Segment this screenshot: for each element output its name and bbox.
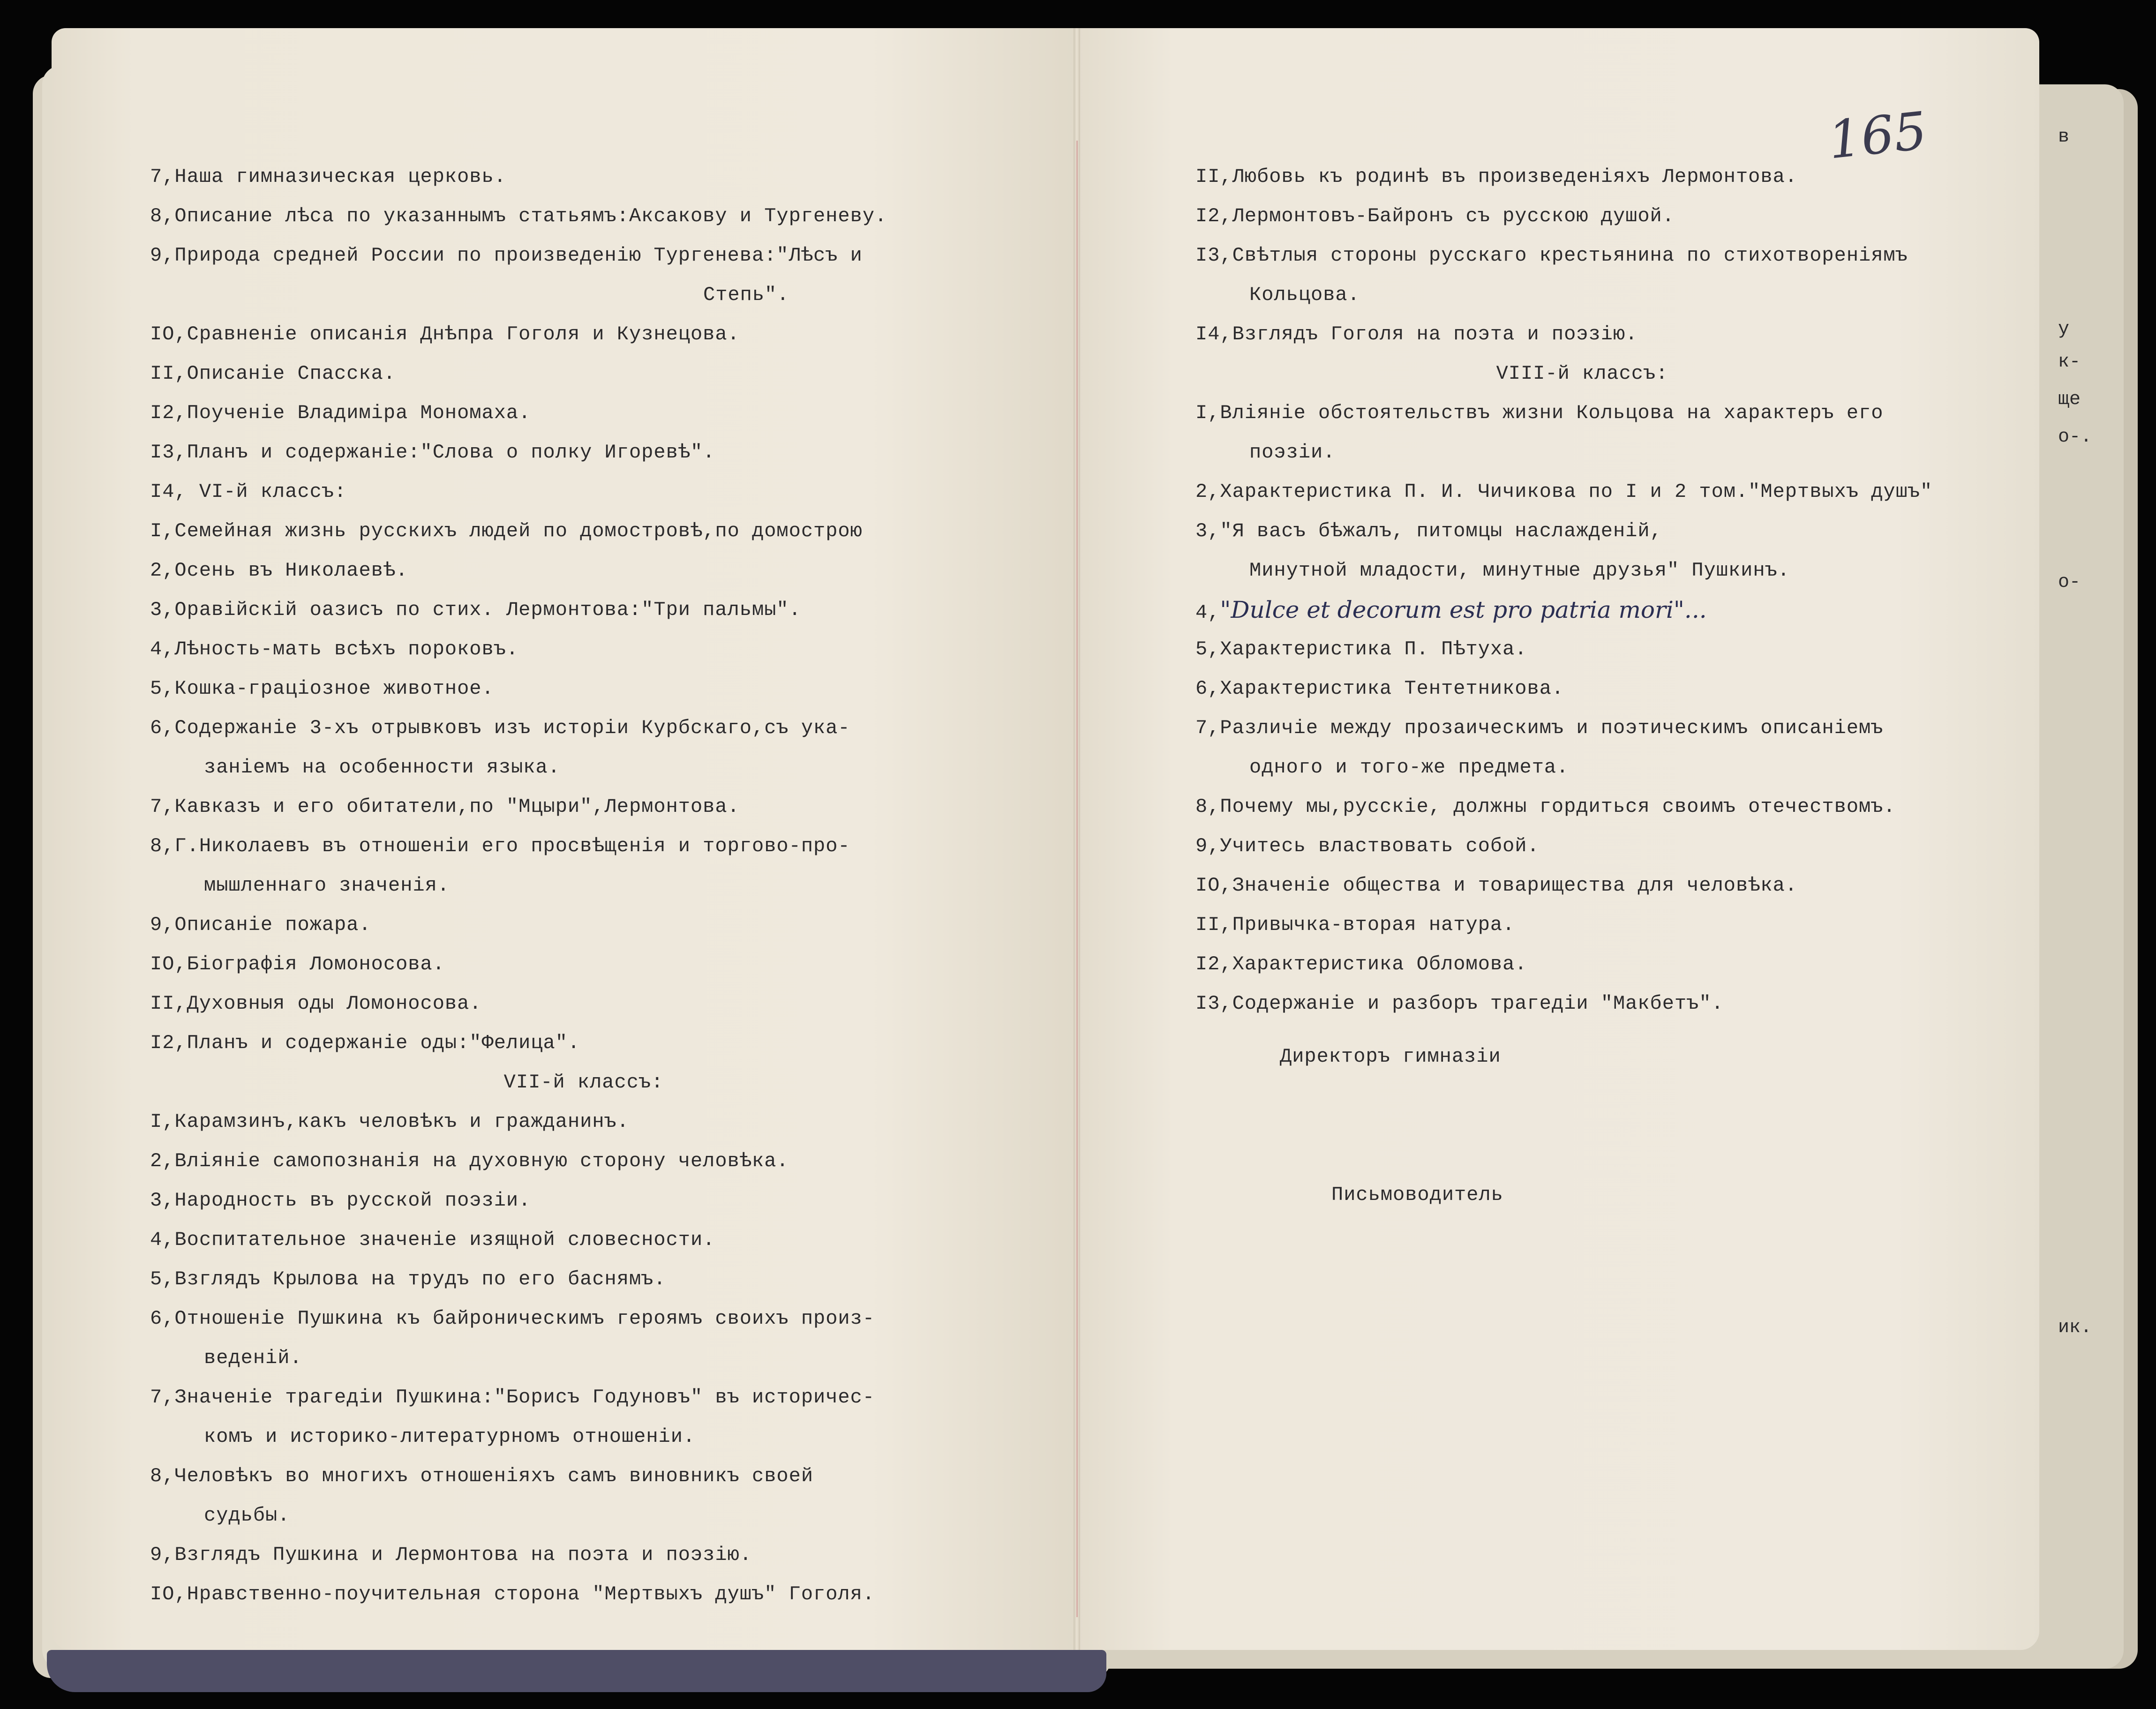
- text-line: [150, 669, 1078, 708]
- text-line-content: I2,Поученіе Владиміра Мономаха.: [150, 402, 531, 424]
- text-line-content: VIII-й классъ:: [1496, 362, 1668, 385]
- text-line-content: 3,"Я васъ бѣжалъ, питомцы наслажденій,: [1195, 520, 1662, 542]
- text-line-content: 3,Оравійскій оазисъ по стих. Лермонтова:"Три пальмы".: [150, 599, 801, 621]
- text-line-content: 5,Взглядъ Крылова на трудъ по его баснямъ.: [150, 1268, 666, 1290]
- text-line: [1195, 866, 2030, 905]
- cover-edge: [47, 1650, 1106, 1692]
- director-signature-line: Директоръ гимназіи: [1280, 1045, 1501, 1068]
- text-line: [1195, 905, 2030, 944]
- text-line: [150, 826, 1078, 866]
- text-line: [150, 1535, 1078, 1574]
- text-line: [150, 984, 1078, 1023]
- text-line-content: 2,Характеристика П. И. Чичикова по I и 2 том."Мертвыхъ душъ": [1195, 480, 1933, 503]
- text-line: [150, 551, 1078, 590]
- text-line: [150, 1299, 1078, 1338]
- text-line: [150, 1417, 1078, 1456]
- text-line-content: I4, VI-й классъ:: [150, 480, 347, 503]
- text-line-content: I4,Взглядъ Гоголя на поэта и поэзію.: [1195, 323, 1638, 345]
- text-line: [150, 1378, 1078, 1417]
- text-line: [150, 1023, 1078, 1063]
- text-line: [150, 157, 1078, 196]
- text-line: [1195, 826, 2030, 866]
- text-line: [1195, 984, 2030, 1023]
- text-line-content: 8,Описание лѣса по указаннымъ статьямъ:Аксакову и Тургеневу.: [150, 205, 887, 227]
- text-line-content: I2,Планъ и содержаніе оды:"Фелица".: [150, 1032, 580, 1054]
- text-line: [150, 866, 1078, 905]
- text-line: [150, 1141, 1078, 1181]
- text-line: [150, 1259, 1078, 1299]
- text-line-content: IO,Сравненіе описанія Днѣпра Гоголя и Кузнецова.: [150, 323, 740, 345]
- folio-number: 165: [1825, 100, 1930, 171]
- text-line-content: мышленнаго значенія.: [204, 874, 450, 897]
- text-line-content: IO,Значеніе общества и товарищества для человѣка.: [1195, 874, 1798, 897]
- text-line-content: I,Вліяніе обстоятельствъ жизни Кольцова на характеръ его: [1195, 402, 1884, 424]
- text-line-content: 3,Народность въ русской поэзіи.: [150, 1189, 531, 1212]
- text-line-content: I3,Содержаніе и разборъ трагедіи "Макбетъ".: [1195, 992, 1724, 1015]
- text-line: [150, 1063, 1078, 1102]
- underlying-fragment: о-.: [2058, 427, 2092, 448]
- text-line-content: 8,Человѣкъ во многихъ отношеніяхъ самъ виновникъ своей: [150, 1465, 814, 1487]
- text-line: [1195, 630, 2030, 669]
- handwritten-note: "Dulce et decorum est pro patria mori"...: [1220, 596, 1707, 623]
- text-line: [150, 472, 1078, 511]
- text-line: [1195, 433, 2030, 472]
- text-line-content: 2,Вліяніе самопознанія на духовную сторону человѣка.: [150, 1150, 789, 1172]
- text-line-content: I2,Характеристика Обломова.: [1195, 953, 1527, 975]
- text-line-content: 6,Отношеніе Пушкина къ байроническимъ героямъ своихъ произ-: [150, 1307, 875, 1330]
- text-line: [150, 433, 1078, 472]
- text-line: [1195, 315, 2030, 354]
- text-line: [150, 787, 1078, 826]
- text-line-content: I2,Лермонтовъ-Байронъ съ русскою душой.: [1195, 205, 1675, 227]
- text-line-content: I3,Свѣтлыя стороны русскаго крестьянина по стихотвореніямъ: [1195, 244, 1908, 267]
- text-line-content: судьбы.: [204, 1504, 290, 1527]
- text-line-content: 6,Характеристика Тентетникова.: [1195, 677, 1564, 700]
- text-line-content: 5,Кошка-граціозное животное.: [150, 677, 494, 700]
- text-line-content: 7,Кавказъ и его обитатели,по "Мцыри",Лермонтова.: [150, 795, 740, 818]
- text-line: [150, 1181, 1078, 1220]
- text-line-content: IO,Нравственно-поучительная сторона "Мертвыхъ душъ" Гоголя.: [150, 1583, 875, 1605]
- text-line-content: Кольцова.: [1249, 284, 1360, 306]
- text-line: [150, 196, 1078, 236]
- text-line: [150, 1220, 1078, 1259]
- text-line-content: 6,Содержаніе 3-хъ отрывковъ изъ исторіи Курбскаго,съ ука-: [150, 717, 850, 739]
- underlying-fragment: о-: [2058, 572, 2081, 593]
- text-line: [1195, 236, 2030, 275]
- text-line: [150, 944, 1078, 984]
- text-line: [1195, 708, 2030, 748]
- underlying-fragment: в: [2058, 127, 2070, 148]
- text-line-content: 8,Почему мы,русскіе, должны гордиться своимъ отечествомъ.: [1195, 795, 1896, 818]
- text-line-content: 4,Воспитательное значеніе изящной словесности.: [150, 1229, 715, 1251]
- text-line-content: поэзіи.: [1249, 441, 1336, 464]
- text-line: [150, 630, 1078, 669]
- text-line-content: 7,Значеніе трагедіи Пушкина:"Борисъ Годуновъ" въ историчес-: [150, 1386, 875, 1409]
- text-line-content: I,Семейная жизнь русскихъ людей по домостровѣ,по домострою: [150, 520, 863, 542]
- underlying-fragment: у: [2058, 319, 2070, 340]
- underlying-fragment: ще: [2058, 389, 2081, 410]
- text-line: [1195, 748, 2030, 787]
- text-line: [150, 275, 1078, 315]
- text-line-content: одного и того-же предмета.: [1249, 756, 1569, 779]
- text-line-content: I,Карамзинъ,какъ человѣкъ и гражданинъ.: [150, 1110, 629, 1133]
- text-line: [1195, 669, 2030, 708]
- left-page-text: [150, 157, 1078, 1614]
- text-line-content: 9,Учитесь властвовать собой.: [1195, 835, 1540, 857]
- text-line-content: VII-й классъ:: [503, 1071, 664, 1094]
- text-line: [150, 1456, 1078, 1496]
- text-line-content: Степь".: [703, 284, 789, 306]
- text-line-content: 7,Различіе между прозаическимъ и поэтическимъ описаніемъ: [1195, 717, 1884, 739]
- text-line: [150, 905, 1078, 944]
- text-line: [1195, 472, 2030, 511]
- text-line-content: веденій.: [204, 1347, 302, 1369]
- text-line: [1195, 551, 2030, 590]
- underlying-fragment: ик.: [2058, 1317, 2092, 1338]
- text-line-content: 8,Г.Николаевъ въ отношеніи его просвѣщенія и торгово-про-: [150, 835, 850, 857]
- text-line-content: 4,: [1195, 601, 1220, 624]
- text-line-content: Минутной младости, минутные друзья" Пушкинъ.: [1249, 559, 1790, 582]
- text-line: [150, 1338, 1078, 1378]
- text-line-content: I3,Планъ и содержаніе:"Слова о полку Игоревѣ".: [150, 441, 715, 464]
- text-line-content: заніемъ на особенности языка.: [204, 756, 560, 779]
- text-line: [150, 393, 1078, 433]
- text-line: [150, 236, 1078, 275]
- text-line-content: IO,Біографія Ломоносова.: [150, 953, 445, 975]
- text-line-content: II,Привычка-вторая натура.: [1195, 914, 1515, 936]
- text-line: [1195, 944, 2030, 984]
- text-line-content: 9,Взглядъ Пушкина и Лермонтова на поэта и поэзію.: [150, 1544, 752, 1566]
- text-line-content: комъ и историко-литературномъ отношеніи.: [204, 1425, 696, 1448]
- text-line: [150, 315, 1078, 354]
- text-line-content: II,Описаніе Спасска.: [150, 362, 396, 385]
- text-line-content: 2,Осень въ Николаевѣ.: [150, 559, 408, 582]
- text-line-content: 5,Характеристика П. Пѣтуха.: [1195, 638, 1527, 660]
- text-line: [150, 511, 1078, 551]
- text-line: [1195, 590, 2030, 630]
- text-line-content: 9,Природа средней России по произведенію Тургенева:"Лѣсъ и: [150, 244, 863, 267]
- text-line: [150, 708, 1078, 748]
- text-line: [150, 1574, 1078, 1614]
- text-line-content: 4,Лѣность-мать всѣхъ пороковъ.: [150, 638, 519, 660]
- text-line: [1195, 275, 2030, 315]
- text-line-content: II,Духовныя оды Ломоносова.: [150, 992, 482, 1015]
- text-line: [150, 354, 1078, 393]
- text-line-content: 7,Наша гимназическая церковь.: [150, 165, 506, 188]
- right-page-text: [1195, 157, 2030, 1023]
- text-line: [150, 1102, 1078, 1141]
- text-line: [150, 1496, 1078, 1535]
- text-line: [150, 590, 1078, 630]
- text-line: [1195, 511, 2030, 551]
- text-line: [1195, 157, 2030, 196]
- text-line: [150, 748, 1078, 787]
- text-line: [1195, 393, 2030, 433]
- text-line-content: 9,Описаніе пожара.: [150, 914, 371, 936]
- text-line: [1195, 787, 2030, 826]
- text-line: [1195, 354, 2030, 393]
- secretary-signature-line: Письмоводитель: [1331, 1184, 1503, 1206]
- text-line-content: II,Любовь къ родинѣ въ произведеніяхъ Лермонтова.: [1195, 165, 1798, 188]
- text-line: [1195, 196, 2030, 236]
- underlying-fragment: к-: [2058, 352, 2081, 373]
